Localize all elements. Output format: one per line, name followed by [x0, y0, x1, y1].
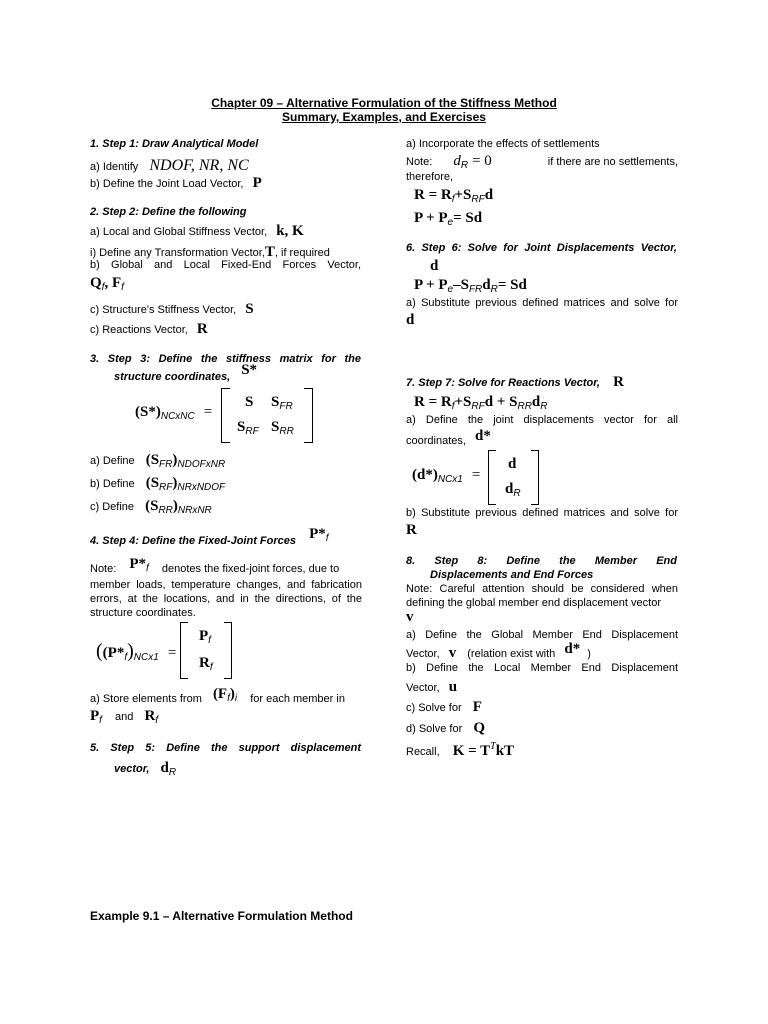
- step7-heading: [406, 374, 624, 391]
- step3-heading-math: S*: [241, 362, 258, 378]
- step4-a-label: a) Store elements from: [90, 693, 202, 705]
- step6-heading-math: d: [430, 258, 439, 274]
- step8-recall: [406, 741, 514, 760]
- s-star-lhs: (S*): [135, 404, 161, 420]
- matrix-s11: S: [245, 394, 254, 410]
- step8-note: Note: Careful attention should be considered when defining the global member end displacement vector: [406, 583, 678, 609]
- pf-v2-sub: f: [209, 662, 213, 673]
- equals-sign: =: [203, 404, 213, 420]
- s7-a: R = R: [414, 394, 452, 410]
- note-pf-math: P*: [129, 556, 147, 572]
- step6-eq: [414, 277, 527, 295]
- s7-c: d + S: [484, 394, 518, 410]
- pf-lhs-sub: f: [124, 652, 128, 663]
- step5-heading-b: [114, 760, 176, 778]
- dr-sub: R: [168, 767, 177, 778]
- pf-v1-sub: f: [208, 635, 211, 646]
- pf-vector-v2: [199, 655, 213, 673]
- pf-left-bracket: [180, 622, 188, 679]
- s7-s1: f: [451, 401, 455, 412]
- ff-sub: f: [121, 282, 124, 293]
- pf-lhs-dim: NCx1: [133, 652, 159, 663]
- s-star-dim: NCxNC: [160, 411, 195, 422]
- step2-item-c2: [90, 321, 208, 338]
- step4-note-text: denotes the fixed-joint forces, due to: [161, 563, 340, 575]
- s6-s1: e: [447, 284, 454, 295]
- step5-heading-a: 5. Step 5: Define the support displacement: [90, 742, 361, 754]
- step1-item-b: [90, 175, 262, 192]
- qf-sub: f: [101, 282, 105, 293]
- step8-v-math: v: [448, 645, 457, 661]
- step8-dstar-math: d*: [564, 641, 581, 657]
- step2-c2-math: R: [196, 321, 208, 337]
- example-heading: Example 9.1 – Alternative Formulation Method: [90, 909, 353, 923]
- settle-note-tail: if there are no settlements,: [547, 156, 678, 168]
- ff-math: , F: [104, 275, 122, 291]
- step7-item-a2: [406, 428, 491, 449]
- step7-item-b-math: R: [406, 522, 417, 538]
- step7-item-a: a) Define the joint displacements vector for all: [406, 414, 678, 426]
- settle-therefore: therefore,: [406, 171, 454, 183]
- step2-c2-label: c) Reactions Vector,: [90, 324, 188, 336]
- step8-a2-label: Vector,: [406, 648, 440, 660]
- step4-a-tail: for each member in: [250, 693, 345, 705]
- sfr-sub: FR: [159, 459, 173, 470]
- ff-i-close: ): [229, 686, 235, 702]
- step2-item-b: b) Global and Local Fixed-End Forces Vector,: [90, 259, 361, 271]
- step1-a-math: NDOF, NR, NC: [149, 157, 249, 174]
- step8-c-label: c) Solve for: [406, 702, 462, 714]
- srf-sub: RF: [159, 482, 173, 493]
- settle-note: [406, 153, 678, 171]
- step3-item-b: [90, 475, 225, 493]
- eq1-a: R = R: [414, 187, 452, 203]
- eq1-s2: RF: [471, 194, 485, 205]
- settle-eq1: [414, 187, 493, 205]
- step3-item-c: [90, 498, 212, 516]
- d-star-lhs: [412, 467, 480, 485]
- rf-and-math: R: [144, 708, 156, 724]
- matrix-s21: [237, 419, 259, 437]
- srr-sub: RR: [158, 505, 173, 516]
- settle-dr-sub: R: [460, 160, 469, 171]
- srf-math: (S: [145, 475, 160, 491]
- step2-item-c1: [90, 301, 254, 318]
- pf-and-math: P: [90, 708, 100, 724]
- step2-a-label: a) Local and Global Stiffness Vector,: [90, 226, 268, 238]
- pf-v2-math: R: [199, 655, 210, 671]
- step6-heading: 6. Step 6: Solve for Joint Displacements Vector,: [406, 242, 677, 254]
- pf-vector-v1: [199, 628, 211, 646]
- sfr-close: ): [172, 452, 178, 468]
- srf-dim: NRxNDOF: [177, 482, 226, 493]
- eq2-a: P + P: [414, 210, 448, 226]
- s7-b: +S: [454, 394, 472, 410]
- step8-heading-a: 8. Step 8: Define the Member End: [406, 555, 677, 567]
- step7-heading-text: 7. Step 7: Solve for Reactions Vector,: [406, 377, 600, 389]
- s7-s3: RR: [517, 401, 532, 412]
- pf-open-paren: (: [96, 640, 103, 662]
- recall-math2: kT: [495, 743, 515, 759]
- step1-heading: 1. Step 1: Draw Analytical Model: [90, 138, 259, 150]
- page-subtitle: Summary, Examples, and Exercises: [282, 110, 486, 124]
- pf-star-sub: f: [325, 533, 329, 544]
- eq1-b: +S: [454, 187, 472, 203]
- step4-vector-lhs: [96, 640, 176, 663]
- step2-item-a: [90, 223, 304, 240]
- step8-a2-end: ): [587, 648, 591, 660]
- eq1-s1: f: [451, 194, 455, 205]
- s6-s3: R: [490, 284, 498, 295]
- step8-item-a: a) Define the Global Member End Displacement: [406, 629, 678, 641]
- matrix-right-bracket: [304, 388, 313, 443]
- step1-a-label: a) Identify: [90, 161, 139, 173]
- s21-sub: RF: [245, 426, 259, 437]
- eq2-s: e: [447, 217, 454, 228]
- step8-item-a2: [406, 641, 591, 662]
- step1-item-a: [90, 157, 249, 175]
- srr-math: (S: [145, 498, 159, 514]
- step8-q-math: Q: [473, 720, 485, 736]
- s12-math: S: [271, 394, 280, 410]
- s22-math: S: [271, 419, 280, 435]
- qf-math: Q: [90, 275, 102, 291]
- step4-item-a2: [90, 708, 158, 726]
- step4-note-label: Note:: [90, 563, 117, 575]
- d-v2-sub: R: [513, 488, 521, 499]
- step1-b-label: b) Define the Joint Load Vector,: [90, 178, 244, 190]
- step8-a2-tail: (relation exist with: [467, 648, 556, 660]
- s21-math: S: [237, 419, 246, 435]
- step3-matrix-lhs: [135, 404, 212, 422]
- ff-i-sub: f: [227, 693, 230, 704]
- d-right-bracket: [531, 450, 539, 505]
- step4-heading-text: 4. Step 4: Define the Fixed-Joint Forces: [90, 535, 296, 547]
- step2-heading: 2. Step 2: Define the following: [90, 206, 247, 218]
- eq1-c: d: [484, 187, 494, 203]
- step5-heading-b-text: vector,: [114, 763, 150, 775]
- step8-heading-b: Displacements and End Forces: [430, 569, 594, 581]
- dr-math: d: [160, 760, 169, 776]
- recall-sup: T: [490, 741, 496, 752]
- settle-eq-zero: = 0: [472, 153, 492, 169]
- step2-a-math: k, K: [276, 223, 304, 239]
- rf-and-sub: f: [155, 715, 159, 726]
- step2-i-label: i) Define any Transformation Vector,: [90, 247, 265, 259]
- step8-item-d: [406, 720, 485, 737]
- s7-d: d: [531, 394, 541, 410]
- d-vector-v2: [505, 481, 521, 499]
- pf-equals: =: [167, 645, 177, 661]
- step3-heading-b-text: structure coordinates,: [114, 371, 231, 383]
- s22-sub: RR: [279, 426, 294, 437]
- step8-b2-label: Vector,: [406, 682, 440, 694]
- step2-c1-label: c) Structure's Stiffness Vector,: [90, 304, 237, 316]
- and-text: and: [115, 711, 134, 723]
- d-v2-math: d: [505, 481, 514, 497]
- note-pf-sub: f: [146, 563, 149, 574]
- srr-dim: NRxNR: [177, 505, 212, 516]
- s6-b: –S: [453, 277, 469, 293]
- step1-b-math: P: [252, 175, 262, 191]
- s7-s4: R: [540, 401, 548, 412]
- pf-right-bracket: [224, 622, 232, 679]
- ff-i-math: (F: [212, 686, 228, 702]
- d-star-dim: NCx1: [437, 474, 463, 485]
- pf-close-paren: ): [127, 640, 134, 662]
- step4-heading: [90, 526, 329, 550]
- s6-d: = Sd: [497, 277, 527, 293]
- eq2-b: = Sd: [453, 210, 483, 226]
- step6-item-a: a) Substitute previous defined matrices and solve for: [406, 297, 678, 309]
- recall-math: K = T: [452, 743, 491, 759]
- pf-v1-math: P: [199, 628, 209, 644]
- step4-item-a: [90, 686, 345, 708]
- step8-item-b2: [406, 679, 457, 696]
- step2-i-math: T: [264, 244, 275, 260]
- settle-dr-math: d: [453, 153, 461, 169]
- recall-label: Recall,: [406, 746, 440, 758]
- step4-note-rest: member loads, temperature changes, and fabrication errors, at the locations, and in the directions, of the structure coordinates.: [90, 579, 362, 619]
- s6-c: d: [482, 277, 491, 293]
- step8-item-b: b) Define the Local Member End Displacement: [406, 662, 678, 674]
- step8-u-math: u: [448, 679, 458, 695]
- settle-eq2: [414, 210, 482, 228]
- step3-heading-b: [114, 362, 258, 385]
- step7-eq: [414, 394, 548, 412]
- step8-f-math: F: [472, 699, 482, 715]
- step8-item-c: [406, 699, 482, 716]
- step2-i-tail: , if required: [274, 247, 330, 259]
- sfr-dim: NDOFxNR: [177, 459, 226, 470]
- step3-a-label: a) Define: [90, 455, 135, 467]
- s7-s2: RF: [471, 401, 485, 412]
- matrix-left-bracket: [221, 388, 230, 443]
- step7-heading-math: R: [613, 374, 624, 390]
- s12-sub: FR: [279, 401, 293, 412]
- pf-star-math: P*: [309, 526, 326, 542]
- d-star-equals: =: [471, 467, 481, 483]
- d-vector-v1: d: [508, 456, 517, 472]
- settle-item-a: a) Incorporate the effects of settlements: [406, 138, 600, 150]
- step2-item-b-math: [90, 275, 124, 293]
- d-star-math: (d*): [412, 467, 438, 483]
- d-left-bracket: [488, 450, 496, 505]
- srr-close: ): [172, 498, 178, 514]
- step7-item-b: b) Substitute previous defined matrices and solve for: [406, 507, 678, 519]
- step4-note-line1: [90, 556, 362, 578]
- step8-d-label: d) Solve for: [406, 723, 463, 735]
- pf-lhs-math: (P*: [102, 645, 125, 661]
- step3-c-label: c) Define: [90, 501, 135, 513]
- step2-c1-math: S: [245, 301, 254, 317]
- page-title: Chapter 09 – Alternative Formulation of the Stiffness Method: [211, 96, 557, 110]
- step3-item-a: [90, 452, 225, 470]
- matrix-s12: [271, 394, 293, 412]
- step3-b-label: b) Define: [90, 478, 135, 490]
- step6-item-a-math: d: [406, 312, 415, 328]
- sfr-math: (S: [145, 452, 160, 468]
- ff-i-index: i: [234, 693, 238, 704]
- step7-a2-label: coordinates,: [406, 435, 466, 447]
- srf-close: ): [172, 475, 178, 491]
- settle-note-label: Note:: [406, 156, 433, 168]
- step3-heading-a: 3. Step 3: Define the stiffness matrix for the: [90, 353, 361, 365]
- matrix-s22: [271, 419, 294, 437]
- pf-and-sub: f: [99, 715, 102, 726]
- s6-s2: FR: [468, 284, 483, 295]
- step8-note-math: v: [406, 609, 414, 625]
- step7-a2-math: d*: [475, 428, 491, 444]
- s6-a: P + P: [414, 277, 448, 293]
